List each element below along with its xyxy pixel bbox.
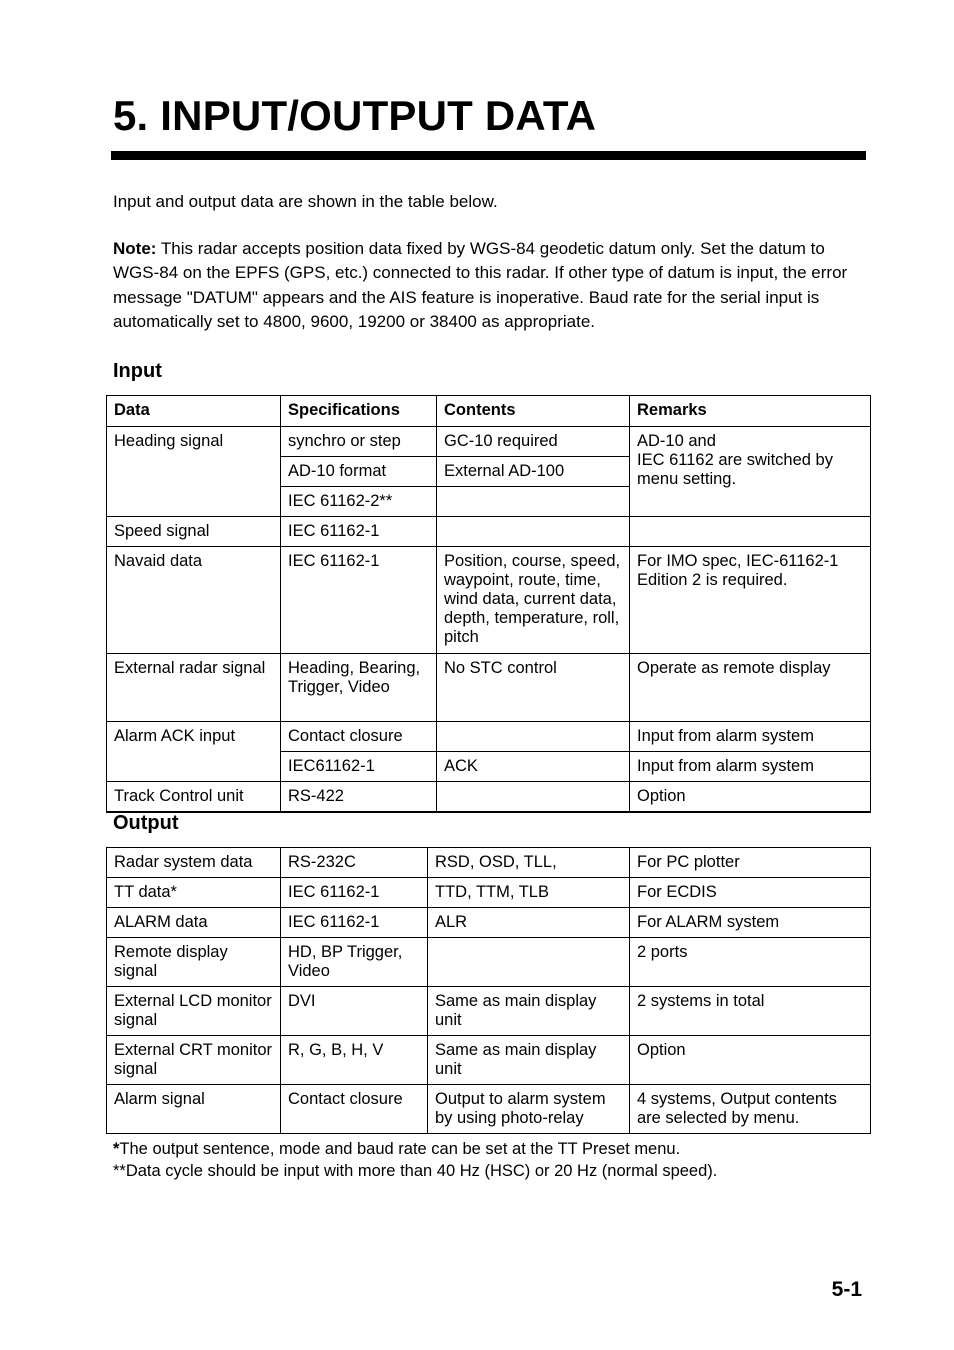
table-cell: Operate as remote display (630, 654, 871, 722)
table-cell: Remote display signal (107, 938, 281, 987)
table-row (107, 782, 871, 813)
table-cell (437, 782, 630, 813)
column-header-data: Data (107, 396, 281, 427)
table-cell: For IMO spec, IEC-61162-1 Edition 2 is required. (630, 547, 871, 654)
intro-text: Input and output data are shown in the table below. (113, 192, 498, 211)
footnotes (113, 1138, 873, 1182)
table-cell: RS-422 (281, 782, 437, 813)
table-cell: DVI (281, 987, 428, 1036)
column-header-specifications: Specifications (281, 396, 437, 427)
table-row (107, 1085, 871, 1134)
table-row (107, 1036, 871, 1085)
table-cell: IEC61162-1 (281, 752, 437, 782)
table-row (107, 722, 871, 752)
table-cell: synchro or step (281, 427, 437, 457)
column-header-remarks: Remarks (630, 396, 871, 427)
table-cell (630, 517, 871, 547)
table-cell: Track Control unit (107, 782, 281, 813)
input-heading: Input (113, 360, 162, 382)
table-cell: No STC control (437, 654, 630, 722)
table-row (107, 547, 871, 654)
table-cell: Alarm ACK input (107, 722, 281, 782)
note-paragraph (113, 237, 873, 334)
footnote-star-mark: * (113, 1140, 120, 1158)
footnote-star-text: The output sentence, mode and baud rate can be set at the TT Preset menu. (119, 1140, 681, 1158)
table-cell: ACK (437, 752, 630, 782)
table-cell: AD-10 and IEC 61162 are switched by menu setting. (630, 427, 871, 517)
table-cell: 4 systems, Output contents are selected by menu. (630, 1085, 871, 1134)
table-cell: TTD, TTM, TLB (428, 878, 630, 908)
table-cell: Radar system data (107, 848, 281, 878)
table-cell (437, 487, 630, 517)
table-row (107, 427, 871, 457)
table-cell: IEC 61162-1 (281, 547, 437, 654)
output-table (106, 847, 871, 1134)
table-cell: For ALARM system (630, 908, 871, 938)
table-cell: Heading signal (107, 427, 281, 517)
table-cell: IEC 61162-2** (281, 487, 437, 517)
table-cell (437, 517, 630, 547)
table-cell: AD-10 format (281, 457, 437, 487)
footnote-double-star: **Data cycle should be input with more than 40 Hz (HSC) or 20 Hz (normal speed). (113, 1162, 718, 1180)
table-cell: Position, course, speed, waypoint, route, time, wind data, current data, depth, temperature, roll, pitch (437, 547, 630, 654)
table-cell: RS-232C (281, 848, 428, 878)
table-cell: Speed signal (107, 517, 281, 547)
table-cell: IEC 61162-1 (281, 878, 428, 908)
table-cell: R, G, B, H, V (281, 1036, 428, 1085)
output-heading: Output (113, 812, 179, 834)
table-cell: Input from alarm system (630, 722, 871, 752)
table-cell: For PC plotter (630, 848, 871, 878)
input-table (106, 395, 871, 813)
table-cell: IEC 61162-1 (281, 517, 437, 547)
table-row (107, 878, 871, 908)
table-cell (428, 938, 630, 987)
table-cell: Same as main display unit (428, 987, 630, 1036)
table-cell: Option (630, 782, 871, 813)
page-title: 5. INPUT/OUTPUT DATA (113, 92, 597, 139)
table-cell: Output to alarm system by using photo-relay (428, 1085, 630, 1134)
table-cell: ALR (428, 908, 630, 938)
table-cell: Option (630, 1036, 871, 1085)
table-cell: Contact closure (281, 722, 437, 752)
note-text: This radar accepts position data fixed by WGS-84 geodetic datum only. Set the datum to WGS-84 on the EPFS (GPS, etc.) connected to this radar. If other type of datum is input, the error message "DATUM" appears and the AIS feature is inoperative. Baud rate for the serial input is automatically set to 4800, 9600, 19200 or 38400 as appropriate. (113, 239, 848, 331)
table-cell: External AD-100 (437, 457, 630, 487)
table-cell: External radar signal (107, 654, 281, 722)
table-row (107, 848, 871, 878)
table-cell: External LCD monitor signal (107, 987, 281, 1036)
table-cell: 2 systems in total (630, 987, 871, 1036)
table-cell: Heading, Bearing, Trigger, Video (281, 654, 437, 722)
table-row (107, 938, 871, 987)
table-cell: 2 ports (630, 938, 871, 987)
table-cell: For ECDIS (630, 878, 871, 908)
footnote-single-star (113, 1138, 873, 1160)
table-cell: External CRT monitor signal (107, 1036, 281, 1085)
table-cell: IEC 61162-1 (281, 908, 428, 938)
table-cell: Same as main display unit (428, 1036, 630, 1085)
title-rule (111, 151, 866, 160)
table-cell: ALARM data (107, 908, 281, 938)
table-cell: TT data* (107, 878, 281, 908)
table-cell: RSD, OSD, TLL, (428, 848, 630, 878)
page-number: 5-1 (831, 1278, 862, 1301)
table-cell: Alarm signal (107, 1085, 281, 1134)
table-cell: Navaid data (107, 547, 281, 654)
table-cell (437, 722, 630, 752)
table-row (107, 987, 871, 1036)
table-cell: Input from alarm system (630, 752, 871, 782)
table-row (107, 908, 871, 938)
note-label: Note: (113, 239, 157, 258)
column-header-contents: Contents (437, 396, 630, 427)
table-row (107, 517, 871, 547)
table-header-row (107, 396, 871, 427)
table-cell: Contact closure (281, 1085, 428, 1134)
table-row (107, 654, 871, 722)
table-cell: GC-10 required (437, 427, 630, 457)
table-cell: HD, BP Trigger, Video (281, 938, 428, 987)
